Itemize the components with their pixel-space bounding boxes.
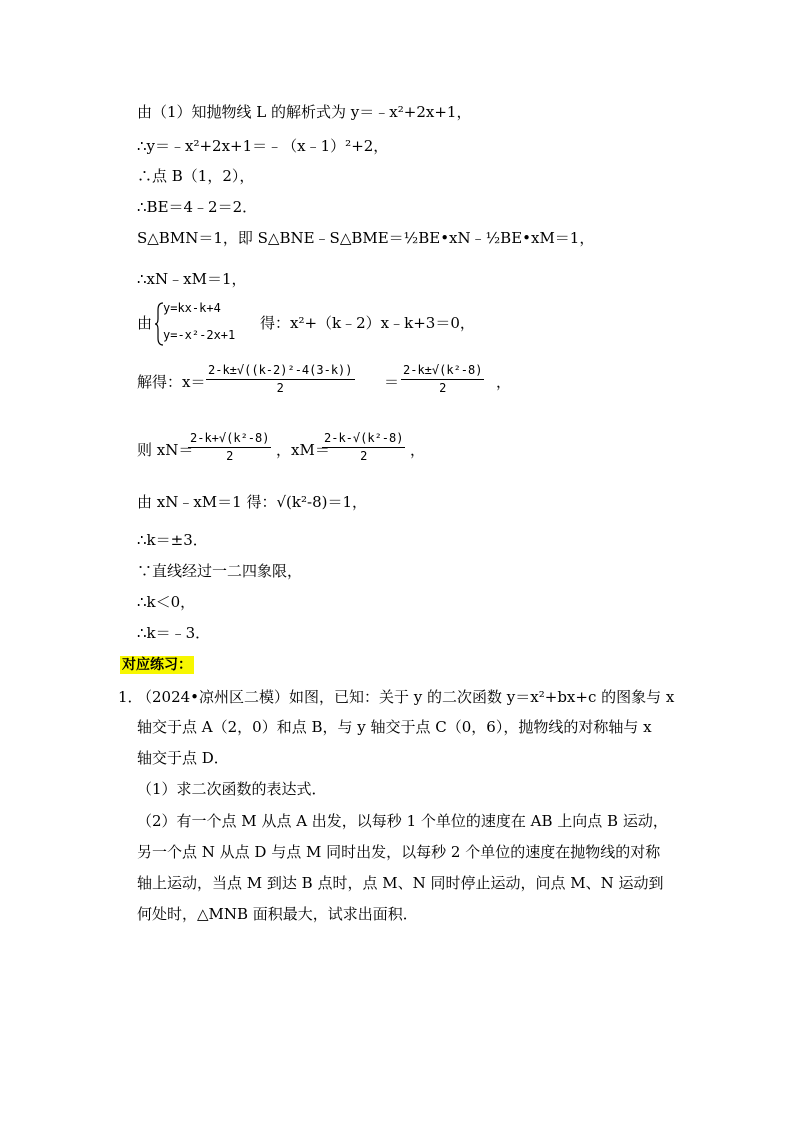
system-lead: 由 (137, 314, 153, 332)
xm-fraction (322, 430, 405, 465)
solve-denominator-2: 2 (439, 381, 447, 395)
solution-line-1: 由（1）知抛物线 L 的解析式为 y＝﹣x²+2x+1， (137, 103, 472, 121)
system-equation-2: y=-x²-2x+1 (163, 328, 236, 342)
solution-line-2: ∴y＝﹣x²+2x+1＝﹣（x﹣1）²+2， (137, 137, 389, 155)
solve-numerator-2: 2-k±√(k²-8) (401, 362, 484, 380)
solution-line-3: ∴点 B（1，2）， (137, 167, 255, 185)
problem-number: 1． (118, 688, 143, 706)
problem-line-1: （2024•凉州区二模）如图，已知：关于 y 的二次函数 y＝x²+bx+c 的图象与 x (137, 688, 675, 706)
solve-numerator-1: 2-k±√((k-2)²-4(3-k)) (206, 362, 355, 380)
xn-denominator: 2 (226, 449, 234, 463)
solution-line-4: ∴BE＝4﹣2＝2． (137, 198, 258, 216)
equals-sign: ＝ (384, 373, 400, 391)
xn-numerator: 2-k+√(k²-8) (188, 430, 271, 448)
then-lead: 则 xN＝ (137, 441, 194, 459)
xm-numerator: 2-k-√(k²-8) (322, 430, 405, 448)
practice-heading: 对应练习： (122, 657, 192, 673)
solution-final: ∴k＝﹣3． (137, 624, 211, 642)
solution-line-5: S△BMN＝1，即 S△BNE﹣S△BME＝½BE•xN﹣½BE•xM＝1， (137, 229, 595, 247)
xn-fraction (188, 430, 271, 465)
comma: ， (496, 373, 512, 391)
solution-negative: ∴k＜0， (137, 593, 196, 611)
solution-because: ∵直线经过一二四象限， (137, 562, 303, 580)
system-result: 得：x²+（k﹣2）x﹣k+3＝0， (260, 314, 475, 332)
solution-k: ∴k＝±3． (137, 531, 208, 549)
solution-diff: 由 xN﹣xM＝1 得：√(k²-8)＝1， (137, 493, 368, 511)
question-2-line-2: 另一个点 N 从点 D 与点 M 同时出发，以每秒 2 个单位的速度在抛物线的对称 (137, 843, 661, 861)
solve-fraction-1 (206, 362, 355, 397)
xm-denominator: 2 (360, 449, 368, 463)
system-equation-1: y=kx-k+4 (163, 301, 221, 315)
comma-2: ， (410, 441, 426, 459)
question-2-line-3: 轴上运动，当点 M 到达 B 点时，点 M、N 同时停止运动，问点 M、N 运动到 (137, 874, 664, 892)
xm-lead: ，xM＝ (276, 441, 330, 459)
solution-line-6: ∴xN﹣xM＝1， (137, 270, 247, 288)
question-2-line-1: （2）有一个点 M 从点 A 出发，以每秒 1 个单位的速度在 AB 上向点 B 运动， (137, 812, 668, 830)
question-2-line-4: 何处时，△MNB 面积最大，试求出面积． (137, 905, 418, 923)
problem-line-3: 轴交于点 D． (137, 749, 229, 767)
solve-denominator-1: 2 (276, 381, 284, 395)
solve-fraction-2 (401, 362, 484, 397)
question-1: （1）求二次函数的表达式． (137, 780, 327, 798)
solve-lead: 解得：x＝ (137, 373, 206, 391)
practice-heading-wrap (120, 654, 194, 675)
problem-line-2: 轴交于点 A（2，0）和点 B，与 y 轴交于点 C（0，6），抛物线的对称轴与 x (137, 718, 652, 736)
